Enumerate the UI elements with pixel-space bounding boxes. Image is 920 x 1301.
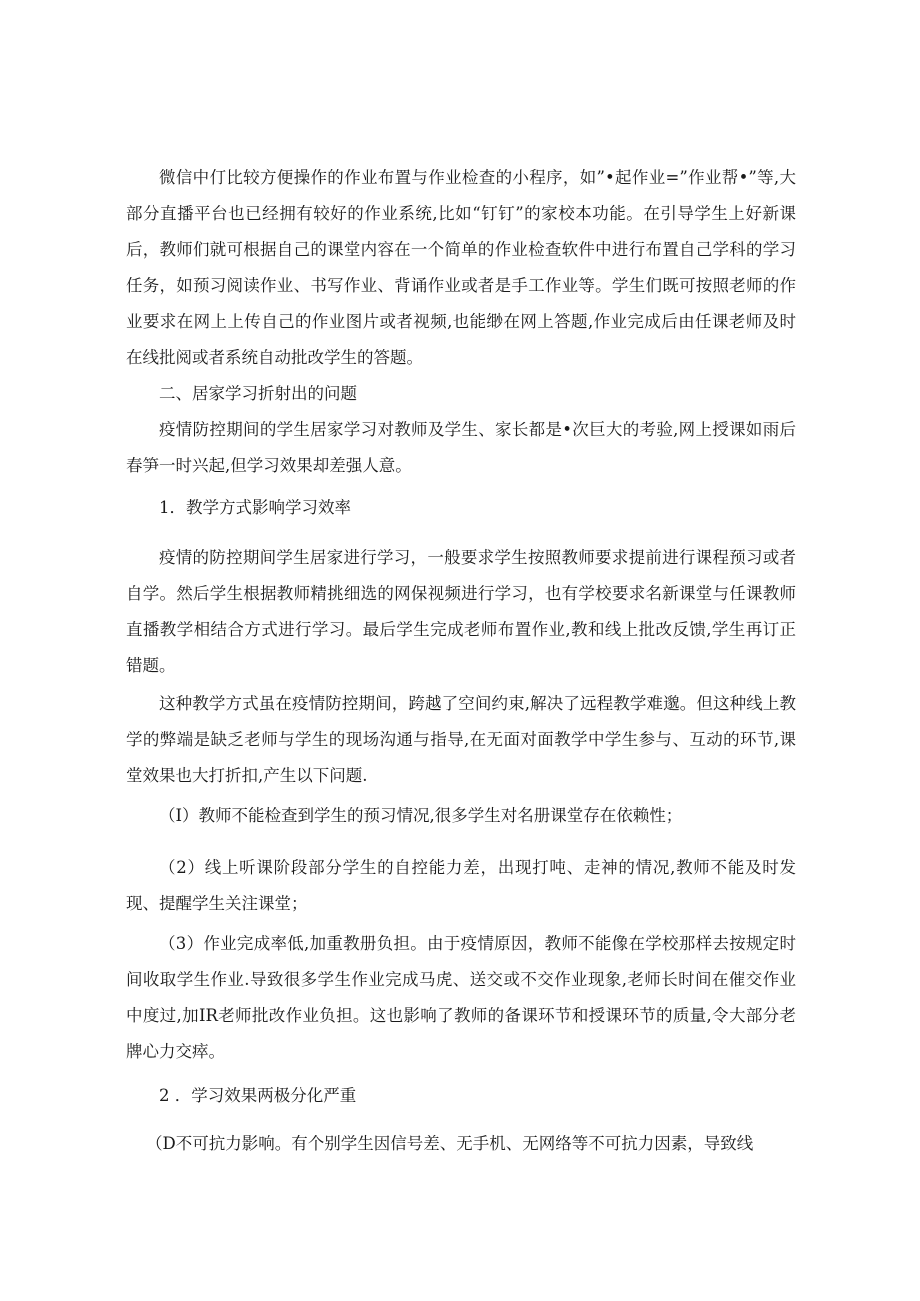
paragraph-force-majeure: （D不可抗力影响。有个别学生因信号差、无手机、无网络等不可抗力因素，导致线 [146,1134,754,1153]
paragraph-home-study-process: 疫情的防控期间学生居家进行学习，一般要求学生按照教师要求提前进行课程预习或者自学。然后学生根据教师精挑细选的网保视频进行学习，也有学校要求名新课堂与任课教师直播教学相结合方式进行学习。最后学生完成老师布置作业,教和线上批改反馈,学生再订正错题。 [126,548,796,675]
section-heading-problems: 二、居家学习折射出的问题 [159,384,357,403]
list-item-preview-check: （I）教师不能检查到学生的预习情况,很多学生对名册课堂存在依赖性； [159,806,683,825]
paragraph-epidemic-test: 疫情防控期间的学生居家学习对教师及学生、家长都是•次巨大的考验,网上授课如雨后春笋一时兴起,但学习效果却差强人意。 [126,420,796,475]
subheading-teaching-method: 1．教学方式影响学习效率 [159,498,351,517]
paragraph-online-drawbacks: 这种教学方式虽在疫情防控期间，跨越了空间约束,解决了远程教学难邈。但这种线上教学的弊端是缺乏老师与学生的现场沟通与指导,在无面对面教学中学生参与、互动的环节,课堂效果也大打折扣,产生以下问题. [126,694,796,785]
list-item-self-control: （2）线上听课阶段部分学生的自控能力差，出现打吨、走神的情况,教师不能及时发现、提醒学生关注课堂； [126,858,796,913]
paragraph-homework-tools: 微信中仃比较方便操作的作业布置与作业检查的小程序，如”•起作业=”作业帮•”等,大部分直播平台也已经拥有较好的作业系统,比如“钉钉”的家校本功能。在引导学生上好新课后，教师们就可根据自己的课堂内容在一个简单的作业检查软件中进行布置自己学科的学习任务，如预习阅读作业、书写作业、背诵作业或者是手工作业等。学生们既可按照老师的作业要求在网上上传自己的作业图片或者视频,也能缈在网上答题,作业完成后由任课老师及时在线批阅或者系统自动批改学生的答题。 [126,168,796,367]
subheading-polarization: 2 ．学习效果两极分化严重 [159,1086,357,1105]
list-item-homework-burden: （3）作业完成率低,加重教册负担。由于疫情原因，教师不能像在学校那样去按规定时间收取学生作业.导致很多学生作业完成马虎、送交或不交作业现象,老师长时间在催交作业中度过,加IR老师批改作业负担。这也影响了教师的备课环节和授课环节的质量,令大部分老牌心力交瘁。 [126,934,796,1061]
